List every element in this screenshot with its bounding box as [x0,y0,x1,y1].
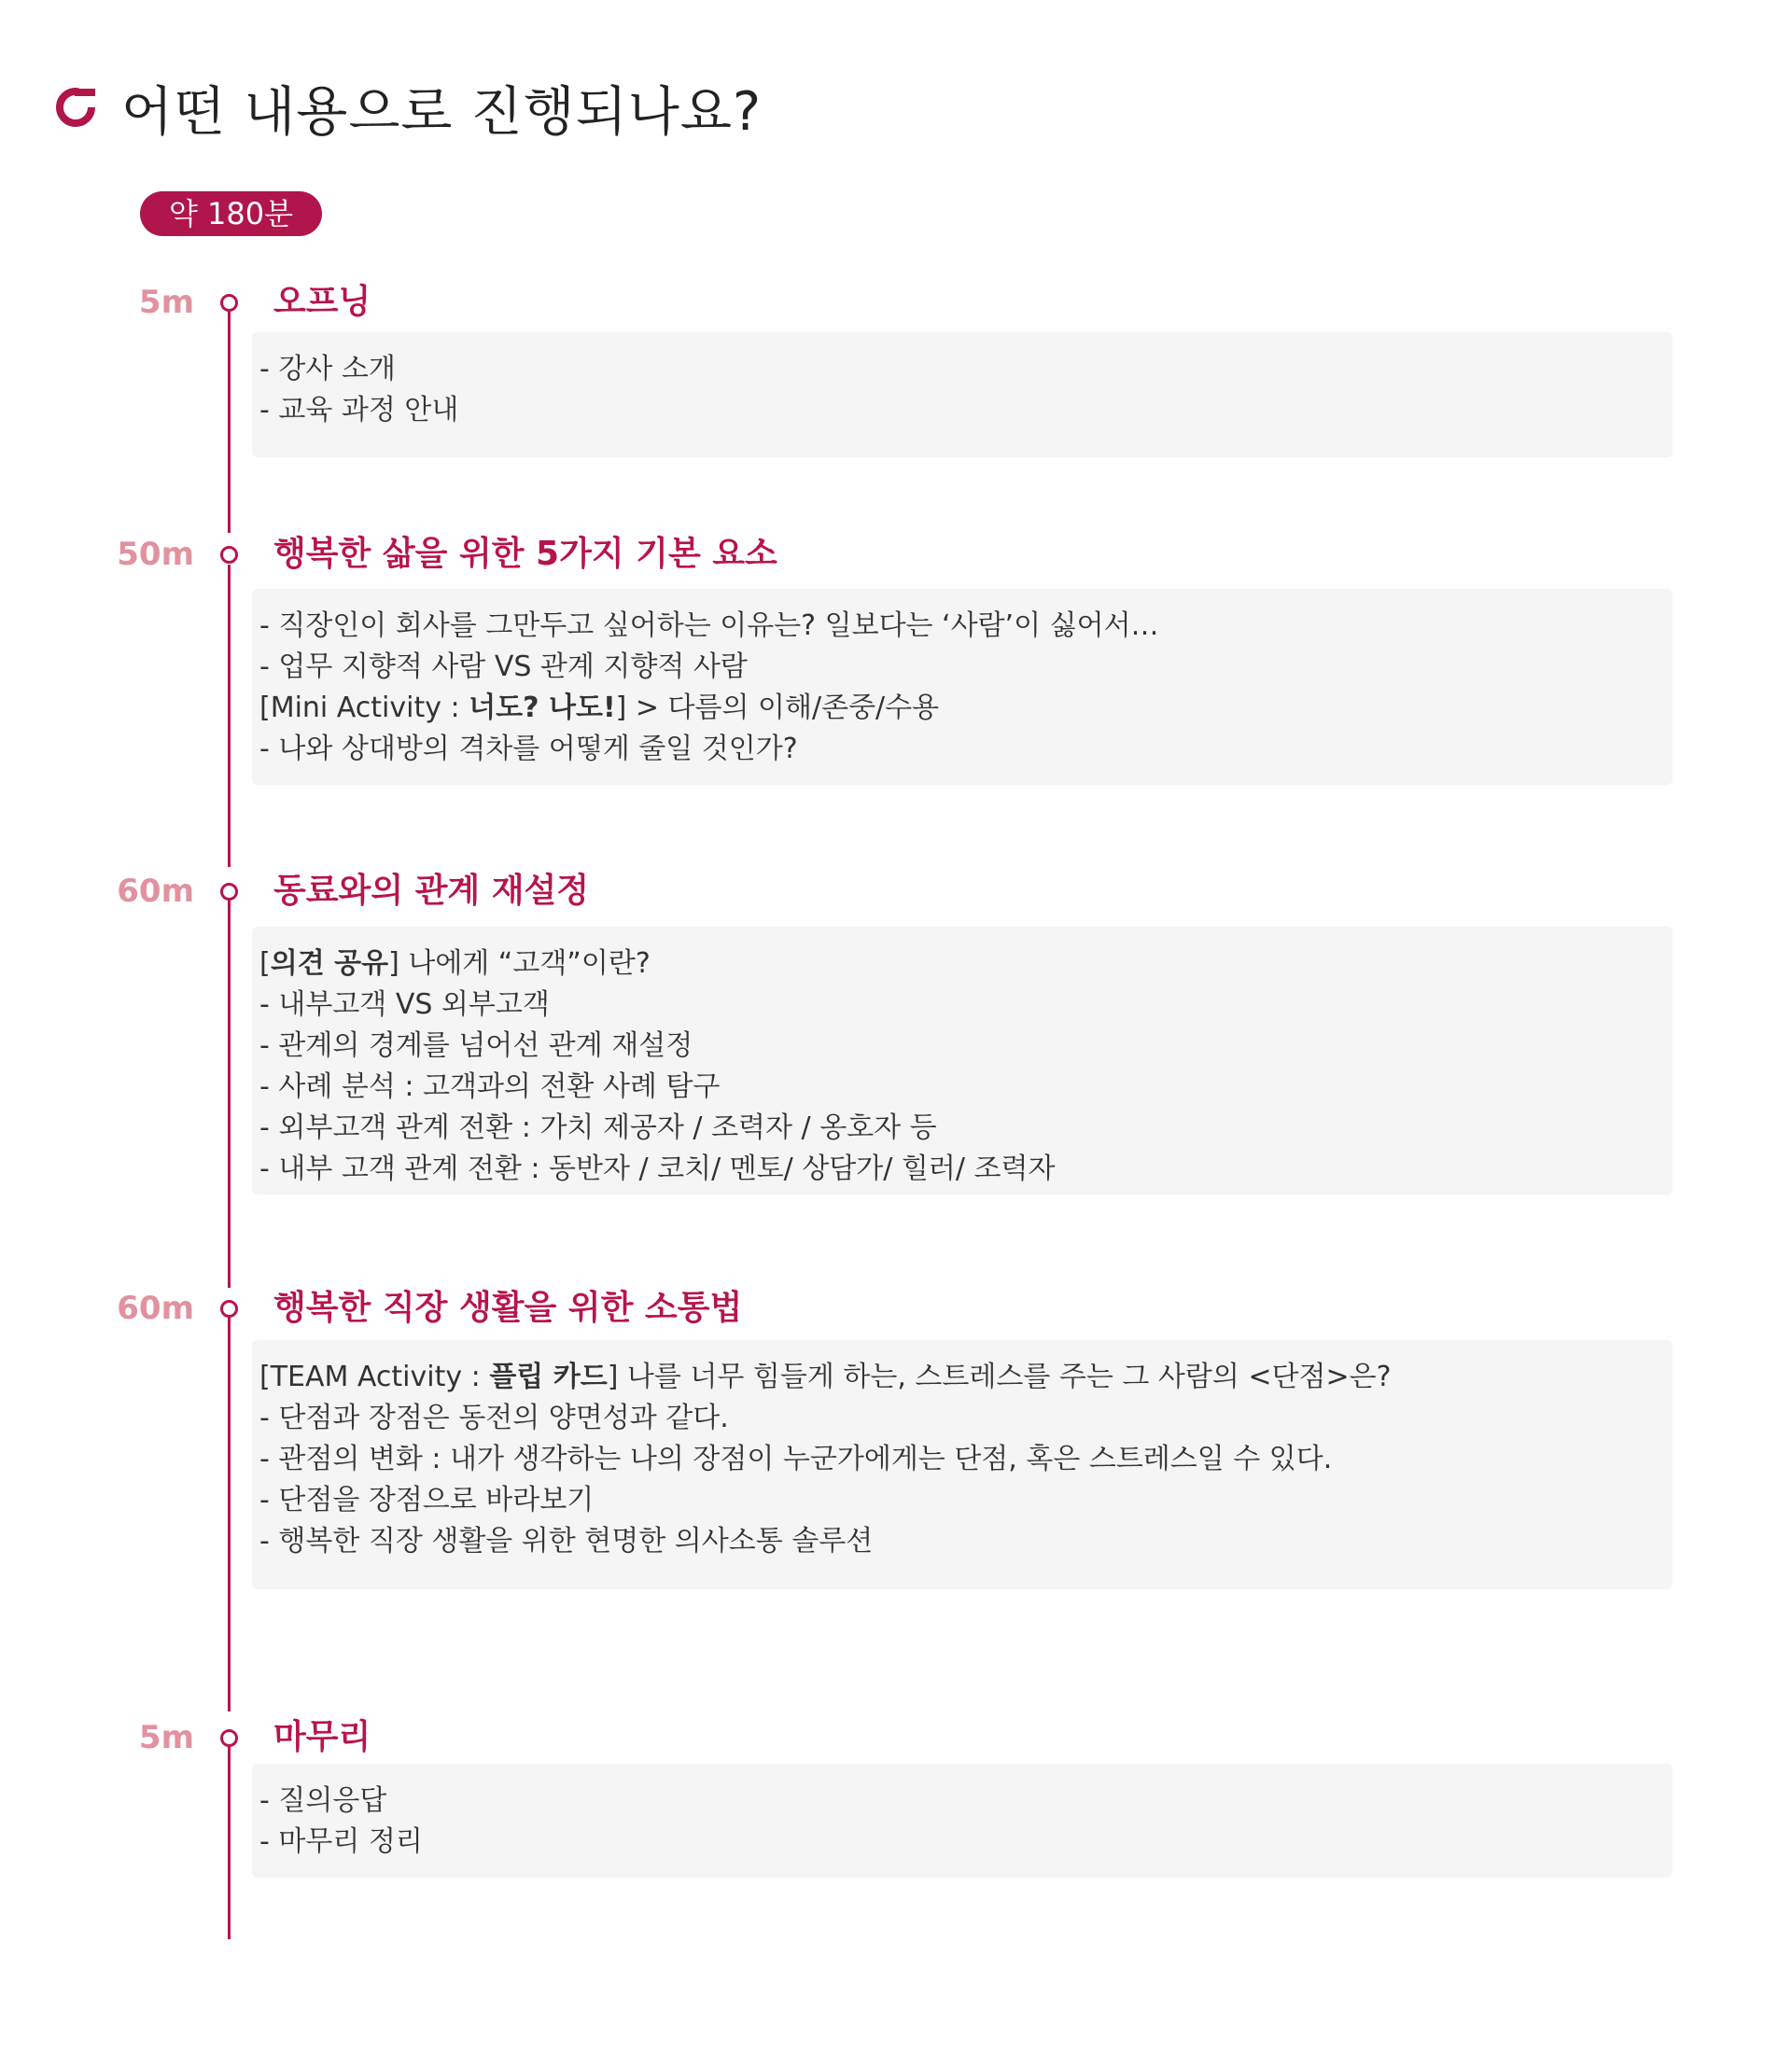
content-prefix: [TEAM Activity : [259,1361,490,1393]
section-title: 동료와의 관계 재설정 [273,872,590,910]
content-line: - 외부고객 관계 전환 : 가치 제공자 / 조력자 / 옹호자 등 [259,1111,937,1144]
section-title: 오프닝 [273,283,371,321]
content-line: - 단점을 장점으로 바라보기 [259,1484,595,1516]
section-content-box [252,589,1673,785]
section-content-box [252,332,1673,457]
content-line-activity [259,943,1673,985]
content-line: - 내부고객 VS 외부고객 [259,988,550,1021]
section-duration: 5m [138,284,194,321]
section-duration: 60m [117,1290,194,1327]
content-strong: 너도? 나도! [469,692,616,724]
timeline-line [228,1747,231,1939]
total-duration-badge: 약 180분 [140,191,322,236]
section-content-box [252,1764,1673,1878]
content-line: - 업무 지향적 사람 VS 관계 지향적 사람 [259,650,748,683]
section-duration: 60m [117,873,194,910]
content-line: - 나와 상대방의 격차를 어떻게 줄일 것인가? [259,733,798,765]
content-line-activity [259,688,1673,729]
section-duration: 50m [117,536,194,573]
timeline-dot [220,546,238,564]
content-line: - 관계의 경계를 넘어선 관계 재설정 [259,1029,693,1062]
content-suffix: ] > 다름의 이해/존중/수용 [615,692,940,724]
content-suffix: ] 나에게 “고객”이란? [388,947,651,980]
content-suffix: ] 나를 너무 힘들게 하는, 스트레스를 주는 그 사람의 <단점>은? [607,1361,1392,1393]
timeline-dot [220,294,238,312]
timeline-line [228,901,231,1288]
section-content-box [252,1340,1673,1589]
content-line: - 질의응답 [259,1784,387,1817]
content-line: - 강사 소개 [259,353,396,385]
lg-logo-icon [50,82,101,133]
timeline-line [228,565,231,867]
timeline-dot [220,1729,238,1747]
content-line-activity [259,1357,1673,1398]
section-duration: 5m [138,1719,194,1756]
page-header [50,65,762,149]
timeline-line [228,1318,231,1712]
content-line: - 행복한 직장 생활을 위한 현명한 의사소통 솔루션 [259,1525,874,1558]
content-prefix: [ [259,947,271,980]
content-prefix: [Mini Activity : [259,692,469,724]
content-line: - 내부 고객 관계 전환 : 동반자 / 코치/ 멘토/ 상담가/ 힐러/ 조력자 [259,1153,1056,1185]
content-line: - 직장인이 회사를 그만두고 싶어하는 이유는? 일보다는 ‘사람’이 싫어서… [259,609,1159,642]
content-line: - 교육 과정 안내 [259,394,459,426]
timeline-dot [220,883,238,901]
content-line: - 단점과 장점은 동전의 양면성과 같다. [259,1402,729,1434]
timeline-dot [220,1300,238,1318]
timeline-line [228,312,231,533]
content-line: - 사례 분석 : 고객과의 전환 사례 탐구 [259,1070,721,1103]
content-strong: 플립 카드 [489,1361,608,1393]
section-title: 마무리 [273,1718,371,1756]
section-title: 행복한 직장 생활을 위한 소통법 [273,1289,743,1327]
section-content-box [252,927,1673,1195]
page-title: 어떤 내용으로 진행되나요? [121,81,763,143]
content-line: - 관점의 변화 : 내가 생각하는 나의 장점이 누군가에게는 단점, 혹은 스트레스일 수 있다. [259,1443,1333,1475]
content-line: - 마무리 정리 [259,1825,423,1858]
section-title: 행복한 삶을 위한 5가지 기본 요소 [273,535,777,573]
content-strong: 의견 공유 [270,947,389,980]
